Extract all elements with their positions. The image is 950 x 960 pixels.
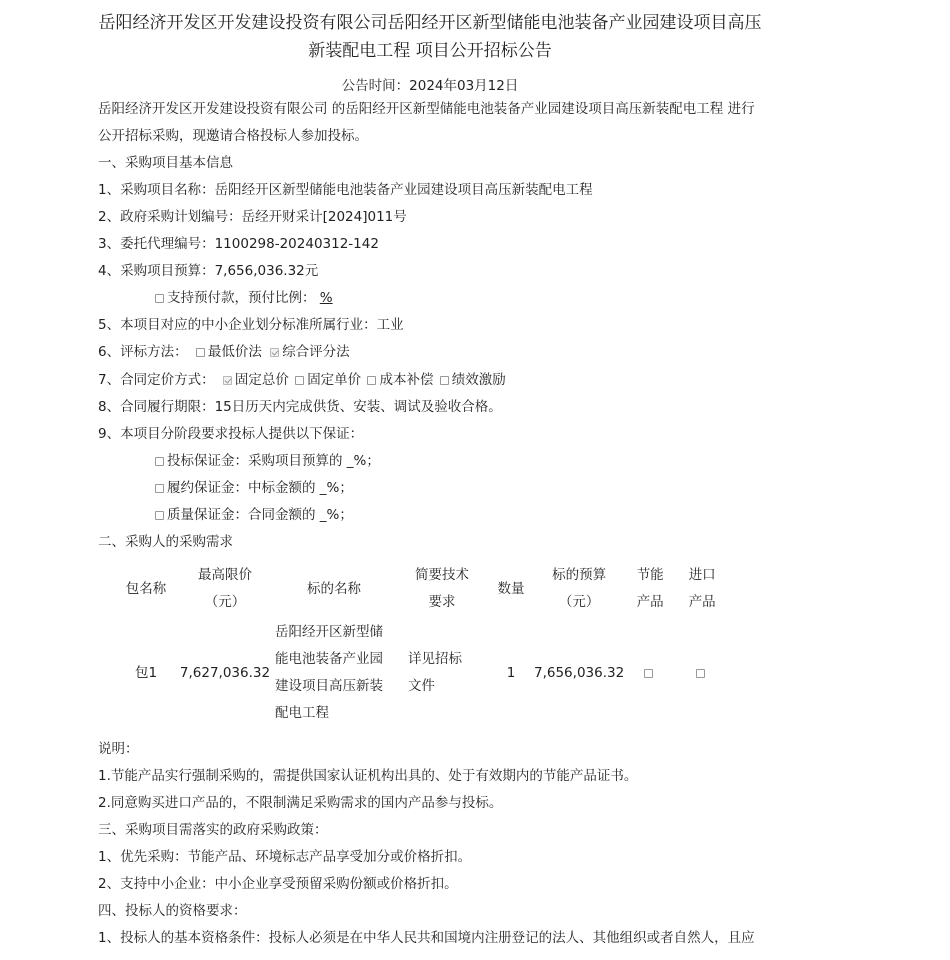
- table-row: [114, 618, 728, 728]
- col-header-imported: 进口产品: [688, 567, 716, 610]
- section-heading-qualification: 四、投标人的资格要求：: [98, 903, 247, 919]
- cell-item-name: 岳阳经开区新型储能电池装备产业园建设项目高压新装配电工程: [275, 624, 383, 721]
- bid-guarantee-label: 投标保证金：采购项目预算的 _%；: [167, 453, 380, 469]
- performance-guarantee-checkbox[interactable]: [155, 484, 164, 493]
- contract-period: 8、合同履行期限：15日历天内完成供货、安装、调试及验收合格。: [98, 399, 502, 415]
- quality-guarantee-checkbox[interactable]: [155, 511, 164, 520]
- fixed-total-checkbox[interactable]: [223, 376, 232, 385]
- evaluation-method-label: 6、评标方法：: [98, 344, 188, 360]
- energy-saving-checkbox[interactable]: [644, 669, 653, 678]
- note-imported: 2.同意购买进口产品的，不限制满足采购需求的国内产品参与投标。: [98, 795, 503, 811]
- fixed-unit-checkbox[interactable]: [295, 376, 304, 385]
- cost-compensation-checkbox[interactable]: [367, 376, 376, 385]
- bid-guarantee-checkbox[interactable]: [155, 457, 164, 466]
- col-header-qty: 数量: [497, 580, 525, 597]
- section-heading-basic-info: 一、采购项目基本信息: [98, 155, 233, 171]
- page-title-line2: 新装配电工程 项目公开招标公告: [308, 41, 552, 61]
- announcement-date: [90, 74, 770, 94]
- cell-qty: 1: [506, 664, 516, 681]
- procurement-table: [114, 560, 728, 728]
- imported-checkbox[interactable]: [696, 669, 705, 678]
- comprehensive-score-label: 综合评分法: [282, 344, 350, 360]
- intro-text-cont: 公开招标采购，现邀请合格投标人参加投标。: [98, 128, 368, 144]
- policy-priority: 1、优先采购：节能产品、环境标志产品享受加分或价格折扣。: [98, 849, 472, 865]
- date-label: 公告时间：: [341, 78, 410, 94]
- lowest-price-checkbox[interactable]: [196, 348, 205, 357]
- plan-number: 2、政府采购计划编号：岳经开财采计[2024]011号: [98, 209, 407, 225]
- bid-guarantee[interactable]: [155, 451, 380, 471]
- project-budget: 4、采购项目预算：7,656,036.32元: [98, 263, 319, 279]
- comprehensive-score-checkbox[interactable]: [270, 348, 279, 357]
- table-header-row: [114, 560, 728, 618]
- col-header-max-price: 最高限价（元）: [198, 567, 252, 610]
- contract-pricing-label: 7、合同定价方式：: [98, 372, 215, 388]
- performance-guarantee-label: 履约保证金：中标金额的 _%；: [167, 480, 353, 496]
- cell-max-price: 7,627,036.32: [179, 664, 271, 681]
- col-header-package: 包名称: [125, 580, 167, 597]
- lowest-price-label: 最低价法: [207, 344, 262, 360]
- page-title-line1: 岳阳经济开发区开发建设投资有限公司岳阳经开区新型储能电池装备产业园建设项目高压: [98, 13, 762, 33]
- project-name: 1、采购项目名称：岳阳经开区新型储能电池装备产业园建设项目高压新装配电工程: [98, 182, 593, 198]
- quality-guarantee[interactable]: [155, 505, 353, 525]
- performance-incentive-label: 绩效激励: [451, 372, 506, 388]
- performance-guarantee[interactable]: [155, 478, 353, 498]
- cell-budget: 7,656,036.32: [534, 664, 625, 681]
- date-value: 2024年03月12日: [409, 78, 519, 94]
- prepayment-percent: %: [319, 290, 333, 306]
- quality-guarantee-label: 质量保证金：合同金额的 _%；: [167, 507, 353, 523]
- policy-sme: 2、支持中小企业：中小企业享受预留采购份额或价格折扣。: [98, 876, 458, 892]
- contract-pricing: [98, 370, 506, 390]
- performance-incentive-checkbox[interactable]: [440, 376, 449, 385]
- note-title: 说明：: [98, 741, 139, 757]
- col-header-item-name: 标的名称: [307, 580, 361, 597]
- cell-imported: [676, 618, 728, 728]
- evaluation-method: [98, 342, 350, 362]
- col-header-tech: 简要技术要求: [415, 567, 469, 610]
- prepayment-label: 支持预付款，预付比例：: [167, 290, 316, 306]
- note-energy-saving: 1.节能产品实行强制采购的，需提供国家认证机构出具的、处于有效期内的节能产品证书。: [98, 768, 638, 784]
- section-heading-policy: 三、采购项目需落实的政府采购政策：: [98, 822, 328, 838]
- fixed-total-label: 固定总价: [234, 372, 289, 388]
- cell-energy-saving: [624, 618, 676, 728]
- section-heading-requirements: 二、采购人的采购需求: [98, 534, 233, 550]
- prepayment-option[interactable]: [155, 288, 333, 308]
- fixed-unit-label: 固定单价: [307, 372, 362, 388]
- guarantee-heading: 9、本项目分阶段要求投标人提供以下保证：: [98, 426, 364, 442]
- cost-compensation-label: 成本补偿: [379, 372, 434, 388]
- qualification-basic: 1、投标人的基本资格条件：投标人必须是在中华人民共和国境内注册登记的法人、其他组织或者自然人，且应: [98, 930, 755, 946]
- col-header-energy-saving: 节能产品: [636, 567, 664, 610]
- cell-tech: 详见招标文件: [408, 651, 462, 694]
- agency-number: 3、委托代理编号：1100298-20240312-142: [98, 236, 379, 252]
- intro-text: 岳阳经济开发区开发建设投资有限公司 的岳阳经开区新型储能电池装备产业园建设项目高压新装配电工程 进行: [98, 101, 755, 117]
- prepayment-checkbox[interactable]: [155, 294, 164, 303]
- cell-package: 包1: [134, 664, 158, 681]
- industry-classification: 5、本项目对应的中小企业划分标准所属行业：工业: [98, 317, 404, 333]
- col-header-budget: 标的预算（元）: [552, 567, 607, 610]
